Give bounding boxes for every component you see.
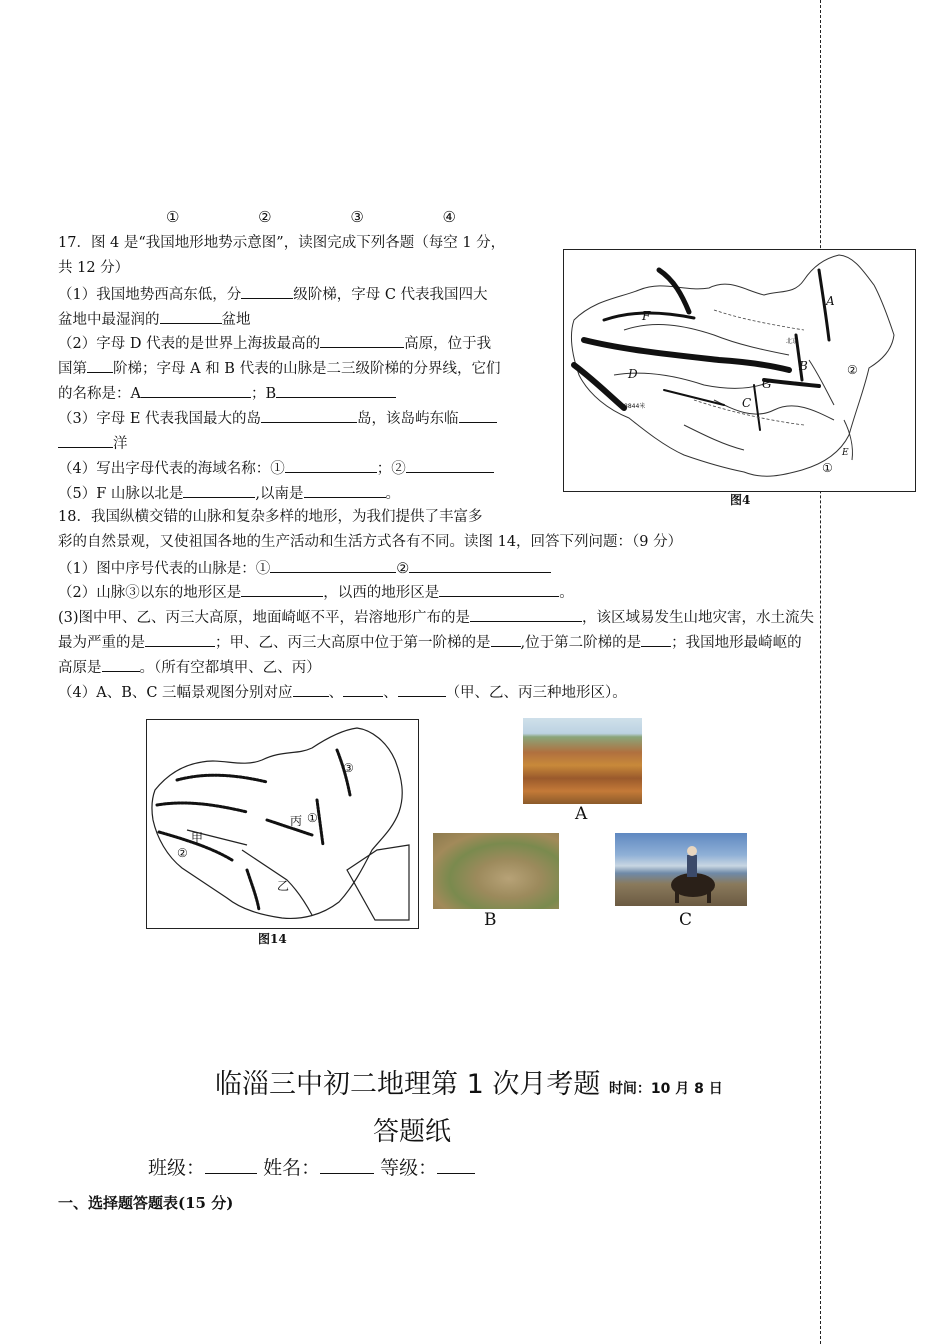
answer-sheet-subtitle: 答题纸 [373,1117,452,1147]
answer-blank[interactable] [439,582,559,597]
figure-14-caption: 图14 [258,932,287,946]
text: （4）写出字母代表的海域名称：① [58,461,285,477]
answer-blank[interactable] [276,383,396,398]
q17-stem-2: 共 12 分） [58,260,130,276]
q18-stem: 18．我国纵横交错的山脉和复杂多样的地形，为我们提供了丰富多 [58,509,483,525]
text: （1）图中序号代表的山脉是：① [58,561,271,577]
text: （2）山脉③以东的地形区是 [58,585,242,601]
label-circle-2: ② [177,846,188,860]
figure-4-map [563,249,916,492]
student-info-row [148,1153,475,1180]
answer-blank[interactable] [285,458,377,473]
text: ；② [376,461,406,477]
answer-blank[interactable] [398,682,446,697]
answer-blank[interactable] [261,408,357,423]
answer-blank[interactable] [304,483,386,498]
cut-line [820,0,821,1344]
answer-blank[interactable] [641,632,671,647]
q17-part3-b [58,433,128,453]
label-beijing: 北京 [786,338,799,345]
text: 盆地中最湿润的 [58,312,160,328]
china-outline-map [147,720,418,928]
q17-stem: 17．图 4 是“我国地形地势示意图”，读图完成下列各题（每空 1 分， [58,235,506,251]
answer-blank[interactable] [58,433,113,448]
photo-c-plateau-yak [615,833,747,906]
text: （1）我国地势西高东低，分 [58,287,242,303]
label-F: F [642,309,651,323]
text: ；我国地形最崎岖的 [671,635,802,651]
q18-stem-2: 彩的自然景观，又使祖国各地的生产活动和生活方式各有不同。读图 14，回答下列问题：（9 分） [58,534,683,550]
option-1: ① [166,208,180,226]
answer-blank[interactable] [406,458,494,473]
label-G: G [762,377,772,391]
answer-blank[interactable] [470,607,582,622]
label-bing: 丙 [290,814,303,828]
exam-title: 临淄三中初二地理第 1 次月考题 [215,1069,601,1100]
answer-sheet-title [215,1062,723,1101]
answer-blank[interactable] [241,582,323,597]
class-field[interactable] [205,1154,257,1174]
grade-label: 等级： [380,1157,438,1179]
q17-part1 [58,284,488,304]
q18-part3-c [58,657,321,677]
option-row [166,208,456,226]
photo-b-loess-terraces [433,833,559,909]
q17-part3 [58,408,497,428]
option-4: ④ [442,208,456,226]
text: 高原，位于我 [404,336,492,352]
answer-blank[interactable] [141,383,251,398]
china-terrain-map [564,250,915,491]
q18-part2 [58,582,574,602]
text: （2）字母 D 代表的是世界上海拔最高的 [58,336,321,352]
text: 洋 [113,436,128,452]
answer-blank[interactable] [270,558,396,573]
answer-blank[interactable] [293,682,329,697]
text: (3)图中甲、乙、丙三大高原，地面崎岖不平，岩溶地形广布的是 [58,610,471,626]
label-B: B [799,359,808,373]
name-label: 姓名： [263,1157,321,1179]
answer-blank[interactable] [102,657,140,672]
text: （4）A、B、C 三幅景观图分别对应 [58,685,293,701]
answer-blank[interactable] [459,408,497,423]
figure-14-map [146,719,419,929]
text: （5）F 山脉以北是 [58,486,184,502]
answer-blank[interactable] [343,682,383,697]
text: ，以西的地形区是 [323,585,440,601]
text: ② [396,561,410,577]
label-circle-1: ① [307,811,318,825]
text: ，该区域易发生山地灾害，水土流失 [582,610,815,626]
answer-blank[interactable] [183,483,255,498]
label-circle-2: ② [847,363,858,377]
photo-a-label: A [575,804,588,824]
text: 。（所有空都填甲、乙、丙） [139,660,321,676]
q18-part3 [58,607,814,627]
answer-blank[interactable] [87,358,113,373]
text: ,以南是 [255,486,304,502]
text: 、 [328,685,344,701]
text: 盆地 [221,312,251,328]
q17-part2-c [58,383,396,403]
section-1-heading: 一、选择题答题表(15 分) [58,1194,234,1212]
q18-part3-b [58,632,802,652]
answer-blank[interactable] [241,284,293,299]
label-C: C [742,396,752,410]
option-3: ③ [350,208,364,226]
label-circle-3: ③ [343,761,354,775]
answer-blank[interactable] [491,632,521,647]
text: ；甲、乙、丙三大高原中位于第一阶梯的是 [215,635,491,651]
label-jia: 甲 [191,831,204,845]
text: 国第 [58,361,87,377]
answer-blank[interactable] [320,333,404,348]
text: （甲、乙、丙三种地形区）。 [445,685,627,701]
text: （3）字母 E 代表我国最大的岛 [58,411,262,427]
q18-part1 [58,558,551,578]
text: 阶梯；字母 A 和 B 代表的山脉是二三级阶梯的分界线，它们 [113,361,501,377]
figure-4-caption: 图4 [730,493,751,507]
q17-part4 [58,458,494,478]
q17-part1-b [58,309,251,329]
text: 最为严重的是 [58,635,145,651]
text: 高原是 [58,660,102,676]
label-circle-1: ① [822,461,833,475]
option-2: ② [258,208,272,226]
answer-blank[interactable] [160,309,222,324]
label-D: D [628,367,638,381]
name-field[interactable] [320,1154,374,1174]
label-E: E [842,448,849,458]
text: ,位于第二阶梯的是 [520,635,642,651]
label-A: A [826,294,835,308]
photo-a-terraced-fields [523,718,642,804]
label-yi: 乙 [277,879,290,893]
q18-part4 [58,682,627,702]
label-peak: 8844米 [624,403,646,410]
exam-time: 时间：10 月 8 日 [608,1081,723,1097]
q17-part2-b [58,358,501,378]
text: 级阶梯，字母 C 代表我国四大 [293,287,488,303]
text: 。 [385,486,401,502]
yak-figure [615,833,747,906]
text: 岛，该岛屿东临 [357,411,459,427]
text: 。 [559,585,574,601]
text: ；B [250,386,277,402]
answer-blank[interactable] [409,558,551,573]
text: 、 [383,685,398,701]
text: 的名称是：A [58,386,141,402]
q17-part2 [58,333,491,353]
answer-blank[interactable] [145,632,215,647]
photo-c-label: C [679,910,693,930]
photo-b-label: B [484,910,497,930]
class-label: 班级： [148,1157,206,1179]
grade-field[interactable] [437,1154,475,1174]
q17-part5 [58,483,400,503]
